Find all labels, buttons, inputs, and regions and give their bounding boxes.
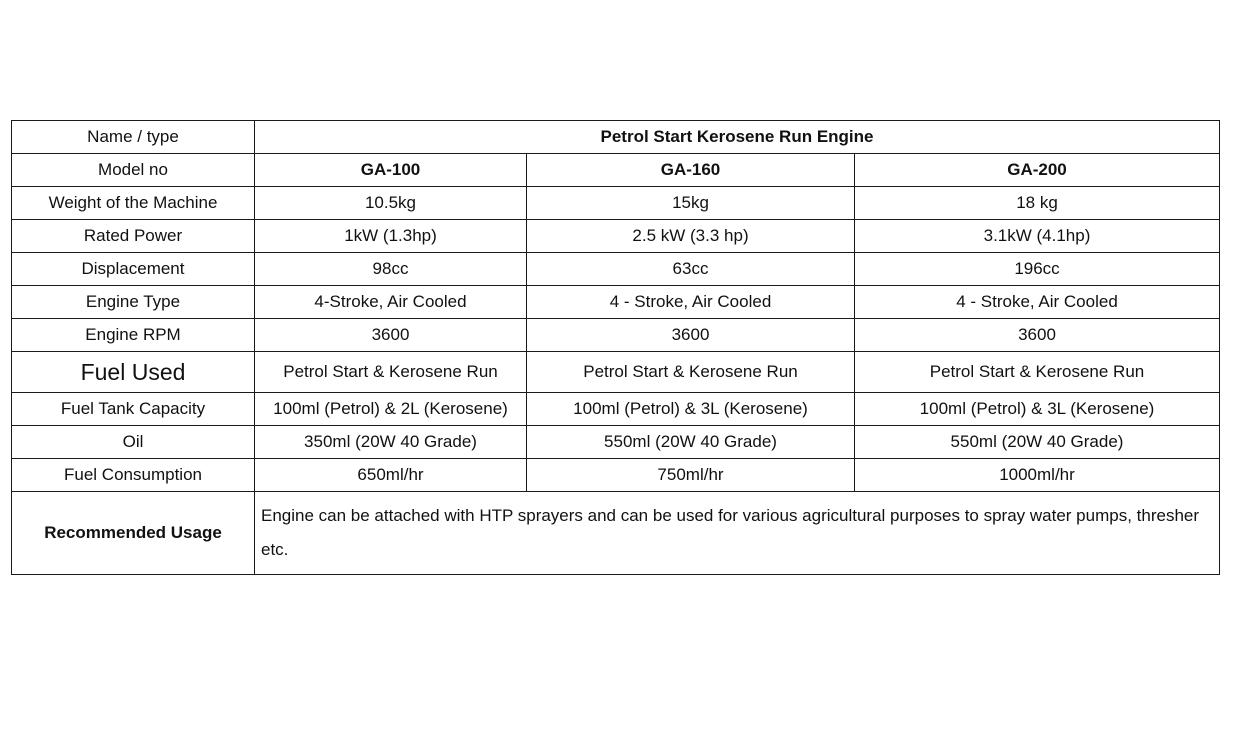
row-label: Engine Type	[12, 286, 255, 319]
table-cell: 3.1kW (4.1hp)	[855, 220, 1220, 253]
row-label: Fuel Tank Capacity	[12, 393, 255, 426]
table-cell: 4 - Stroke, Air Cooled	[855, 286, 1220, 319]
row-label: Weight of the Machine	[12, 187, 255, 220]
engine-name-value: Petrol Start Kerosene Run Engine	[255, 121, 1220, 154]
table-cell: Petrol Start & Kerosene Run	[527, 352, 855, 393]
table-cell: 3600	[527, 319, 855, 352]
table-cell: 10.5kg	[255, 187, 527, 220]
table-row-rated-power	[12, 220, 1220, 253]
table-cell: 196cc	[855, 253, 1220, 286]
row-label: Rated Power	[12, 220, 255, 253]
table-row-engine-type	[12, 286, 1220, 319]
row-label-name: Name / type	[12, 121, 255, 154]
table-cell: 98cc	[255, 253, 527, 286]
row-label: Oil	[12, 426, 255, 459]
table-cell: 4-Stroke, Air Cooled	[255, 286, 527, 319]
model-ga-160: GA-160	[527, 154, 855, 187]
table-cell: 100ml (Petrol) & 3L (Kerosene)	[527, 393, 855, 426]
table-row-model	[12, 154, 1220, 187]
table-cell: 100ml (Petrol) & 2L (Kerosene)	[255, 393, 527, 426]
table-cell: 15kg	[527, 187, 855, 220]
row-label: Displacement	[12, 253, 255, 286]
table-row-displacement	[12, 253, 1220, 286]
table-cell: 550ml (20W 40 Grade)	[855, 426, 1220, 459]
row-label-model: Model no	[12, 154, 255, 187]
table-cell: 4 - Stroke, Air Cooled	[527, 286, 855, 319]
row-label: Fuel Used	[12, 352, 255, 393]
engine-spec-table	[11, 120, 1220, 575]
model-ga-200: GA-200	[855, 154, 1220, 187]
table-cell: Petrol Start & Kerosene Run	[855, 352, 1220, 393]
table-cell: 650ml/hr	[255, 459, 527, 492]
table-cell: 3600	[255, 319, 527, 352]
table-row-weight	[12, 187, 1220, 220]
table-row-fuel-tank	[12, 393, 1220, 426]
table-row-engine-rpm	[12, 319, 1220, 352]
table-row-fuel-consumption	[12, 459, 1220, 492]
table-row-fuel-used	[12, 352, 1220, 393]
row-label-usage: Recommended Usage	[12, 492, 255, 575]
table-cell: 3600	[855, 319, 1220, 352]
row-label: Fuel Consumption	[12, 459, 255, 492]
table-row-name	[12, 121, 1220, 154]
table-cell: 100ml (Petrol) & 3L (Kerosene)	[855, 393, 1220, 426]
table-row-oil	[12, 426, 1220, 459]
table-cell: 1kW (1.3hp)	[255, 220, 527, 253]
table-cell: 2.5 kW (3.3 hp)	[527, 220, 855, 253]
table-row-recommended-usage	[12, 492, 1220, 575]
table-cell: Petrol Start & Kerosene Run	[255, 352, 527, 393]
table-cell: 63cc	[527, 253, 855, 286]
usage-text: Engine can be attached with HTP sprayers and can be used for various agricultural purposes to spray water pumps, thresher etc.	[255, 492, 1220, 575]
table-cell: 350ml (20W 40 Grade)	[255, 426, 527, 459]
table-cell: 1000ml/hr	[855, 459, 1220, 492]
table-cell: 750ml/hr	[527, 459, 855, 492]
table-cell: 18 kg	[855, 187, 1220, 220]
model-ga-100: GA-100	[255, 154, 527, 187]
table-cell: 550ml (20W 40 Grade)	[527, 426, 855, 459]
row-label: Engine RPM	[12, 319, 255, 352]
